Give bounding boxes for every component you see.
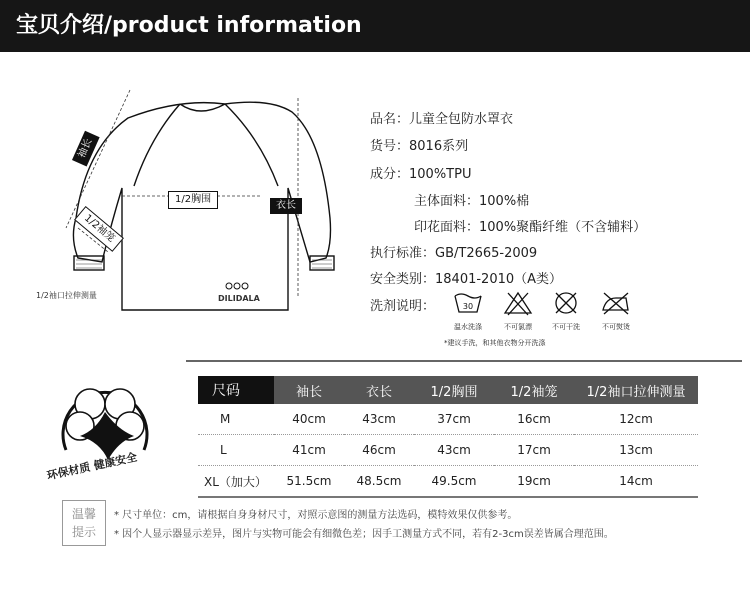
eco-badge-text: 环保材质 健康安全 — [45, 450, 139, 483]
cell-cuff: 17cm — [494, 435, 574, 466]
cell-sleeve: 51.5cm — [274, 466, 344, 498]
section-title: 宝贝介绍/product information — [16, 13, 362, 38]
info-main-fabric: 主体面料：100%棉 — [414, 194, 530, 209]
cell-cuff: 16cm — [494, 404, 574, 435]
cell-cuff-stretch: 14cm — [574, 466, 698, 498]
care-note: *建议手洗，和其他衣物分开洗涤 — [444, 339, 546, 347]
table-row — [198, 435, 698, 466]
cell-sleeve: 41cm — [274, 435, 344, 466]
info-print-fabric: 印花面料：100%聚酯纤维（不含辅料） — [414, 220, 647, 235]
table-row — [198, 404, 698, 435]
cell-sleeve: 40cm — [274, 404, 344, 435]
care-label: 不可熨烫 — [602, 323, 630, 331]
header-cuff: 1/2袖笼 — [494, 376, 574, 404]
cell-cuff-stretch: 13cm — [574, 435, 698, 466]
cuff-width-tag: 1/2袖笼 — [74, 206, 124, 252]
tips-line-2: * 因个人显示器显示差异，图片与实物可能会有细微色差；因手工测量方式不同，若有2-3cm误差皆属合理范围。 — [114, 529, 614, 540]
section-header — [0, 0, 750, 52]
table-row — [198, 466, 698, 498]
cell-length: 43cm — [344, 404, 414, 435]
cell-size: M — [198, 404, 274, 435]
wash-temp: 30 — [462, 302, 474, 311]
no-bleach-icon — [492, 290, 544, 332]
header-chest: 1/2胸围 — [414, 376, 494, 404]
cell-chest: 37cm — [414, 404, 494, 435]
garment-diagram — [30, 68, 360, 328]
info-safety: 安全类别：18401-2010（A类） — [370, 272, 563, 287]
divider — [186, 360, 742, 362]
info-washing: 洗剂说明： — [370, 299, 436, 314]
cell-length: 48.5cm — [344, 466, 414, 498]
cell-size: L — [198, 435, 274, 466]
tips-box-line2: 提示 — [71, 525, 96, 539]
cuff-stretch-note: 1/2袖口拉伸测量 — [36, 291, 97, 300]
header-size: 尺码 — [198, 376, 274, 404]
size-table-header — [198, 376, 698, 404]
cell-length: 46cm — [344, 435, 414, 466]
size-table — [198, 376, 698, 498]
cell-cuff-stretch: 12cm — [574, 404, 698, 435]
cell-cuff: 19cm — [494, 466, 574, 498]
tips-box — [62, 500, 106, 546]
header-cuff-stretch: 1/2袖口拉伸测量 — [574, 376, 698, 404]
wash-30-icon — [442, 290, 494, 332]
brand-name: DILIDALA — [218, 294, 260, 303]
cell-chest: 49.5cm — [414, 466, 494, 498]
care-label: 温水洗涤 — [454, 323, 482, 331]
cell-size: XL（加大） — [198, 466, 274, 498]
cell-chest: 43cm — [414, 435, 494, 466]
no-iron-icon — [590, 290, 642, 332]
sleeve-length-tag: 袖长 — [72, 131, 100, 167]
tips-box-line1: 温馨 — [71, 507, 96, 521]
header-length: 衣长 — [344, 376, 414, 404]
body-length-tag: 衣长 — [270, 198, 302, 214]
eco-badge — [40, 364, 170, 494]
header-sleeve: 袖长 — [274, 376, 344, 404]
no-dryclean-icon — [540, 290, 592, 332]
tips-line-1: * 尺寸单位：cm，请根据自身身材尺寸，对照示意图的测量方法选码，模特效果仅供参考。 — [114, 510, 518, 521]
chest-width-tag: 1/2胸围 — [168, 191, 218, 209]
care-label: 不可氯漂 — [504, 323, 532, 331]
care-label: 不可干洗 — [552, 323, 580, 331]
info-name: 品名：儿童全包防水罩衣 — [370, 112, 514, 127]
info-composition: 成分：100%TPU — [370, 167, 472, 182]
brand-logo — [226, 283, 248, 289]
info-standard: 执行标准：GB/T2665-2009 — [370, 246, 538, 261]
info-item-no: 货号：8016系列 — [370, 139, 469, 154]
